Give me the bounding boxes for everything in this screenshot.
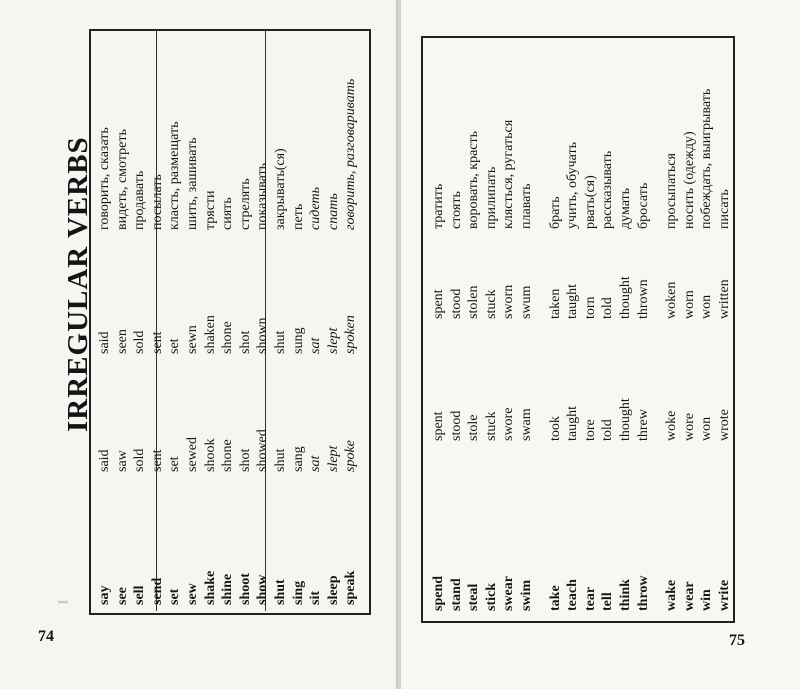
- verb-past: told: [600, 419, 616, 441]
- verb-participle: stolen: [466, 285, 482, 319]
- verb-past: stood: [448, 410, 464, 441]
- verb-past: saw: [114, 450, 130, 472]
- verb-base: send: [149, 577, 165, 605]
- verb-participle: thought: [618, 276, 633, 319]
- verb-past: shut: [273, 448, 288, 472]
- verb-translation: прилипать: [483, 166, 499, 229]
- verb-past: sold: [132, 448, 148, 472]
- verb-participle: taught: [565, 284, 581, 319]
- verb-base: stand: [448, 578, 464, 611]
- verb-translation: бросать: [635, 182, 651, 229]
- verb-base: tear: [582, 586, 598, 611]
- verb-past: spent: [431, 411, 446, 441]
- verb-base: shoot: [237, 573, 253, 605]
- verb-base: see: [114, 587, 130, 605]
- verb-participle: stood: [448, 288, 464, 319]
- verb-translation: рвать(ся): [582, 175, 598, 229]
- verb-translation: петь: [290, 203, 306, 230]
- verb-translation: продавать: [132, 170, 148, 230]
- verb-participle: written: [717, 279, 732, 319]
- right-verb-table: [431, 36, 731, 611]
- verb-past: stole: [466, 414, 482, 441]
- verb-participle: woken: [664, 281, 680, 319]
- verb-translation: стоять: [448, 191, 464, 229]
- verb-participle: shut: [273, 330, 288, 354]
- verb-past: won: [699, 416, 715, 441]
- verb-base: sew: [185, 583, 200, 605]
- verb-base: stick: [483, 583, 499, 611]
- verb-base: say: [97, 585, 112, 605]
- verb-base: take: [547, 585, 563, 611]
- verb-base: set: [167, 588, 183, 605]
- verb-translation: говорить, разговаривать: [343, 78, 359, 230]
- verb-base: wear: [681, 581, 697, 611]
- verb-base: sit: [308, 591, 324, 605]
- verb-participle: taken: [547, 288, 563, 319]
- verb-past: threw: [635, 409, 651, 441]
- verb-participle: spoken: [343, 315, 359, 354]
- verb-participle: sat: [308, 337, 324, 354]
- verb-past: took: [547, 416, 563, 441]
- verb-translation: носить (одежду): [681, 131, 697, 229]
- verb-past: wrote: [717, 409, 732, 441]
- verb-participle: sent: [149, 331, 165, 354]
- verb-translation: шить, зашивать: [185, 137, 200, 230]
- verb-past: spoke: [343, 440, 359, 472]
- verb-participle: sung: [290, 327, 306, 354]
- verb-participle: swum: [519, 285, 534, 319]
- left-verb-table: [97, 30, 367, 605]
- verb-participle: worn: [681, 290, 697, 319]
- verb-base: sell: [132, 585, 148, 605]
- verb-translation: стрелять: [237, 178, 253, 230]
- verb-past: sent: [149, 449, 165, 472]
- verb-past: woke: [664, 410, 680, 441]
- page-number: 74: [38, 628, 54, 645]
- verb-translation: брать: [547, 196, 563, 229]
- verb-participle: shone: [220, 321, 236, 354]
- verb-translation: воровать, красть: [466, 130, 482, 229]
- verb-past: taught: [565, 406, 581, 441]
- verb-translation: просыпаться: [664, 153, 680, 229]
- verb-past: said: [97, 449, 112, 472]
- verb-translation: видеть, смотреть: [114, 129, 130, 230]
- verb-translation: побеждать, выигрывать: [699, 88, 715, 229]
- verb-participle: shown: [255, 317, 271, 354]
- verb-participle: sold: [132, 330, 148, 354]
- verb-past: sat: [308, 455, 324, 472]
- left-page: [0, 0, 398, 689]
- verb-base: win: [699, 589, 715, 611]
- page-number: 75: [729, 632, 745, 649]
- verb-participle: told: [600, 297, 616, 319]
- verb-base: teach: [565, 579, 581, 611]
- verb-translation: закрывать(ся): [273, 148, 288, 230]
- verb-translation: рассказывать: [600, 150, 616, 229]
- verb-translation: говорить, сказать: [97, 127, 112, 230]
- verb-past: shot: [237, 448, 253, 472]
- verb-base: shut: [273, 579, 288, 605]
- verb-participle: stuck: [483, 289, 499, 319]
- verb-base: shake: [202, 570, 218, 605]
- faded-header-mark: I: [56, 599, 72, 605]
- page-title: IRREGULAR VERBS: [62, 136, 94, 432]
- verb-participle: thrown: [635, 279, 651, 319]
- verb-participle: said: [97, 331, 112, 354]
- verb-base: sleep: [325, 575, 341, 605]
- verb-translation: класть, размещать: [167, 121, 183, 230]
- verb-base: shine: [220, 573, 236, 605]
- verb-base: spend: [431, 575, 446, 611]
- verb-participle: shaken: [202, 315, 218, 354]
- verb-translation: сидеть: [308, 187, 324, 230]
- verb-translation: трясти: [202, 190, 218, 230]
- verb-participle: seen: [114, 329, 130, 354]
- verb-past: thought: [618, 398, 633, 441]
- verb-translation: показывать: [255, 162, 271, 230]
- verb-translation: думать: [618, 187, 633, 229]
- verb-participle: set: [167, 338, 183, 354]
- verb-past: showed: [255, 429, 271, 472]
- verb-base: speak: [343, 570, 359, 605]
- verb-base: swear: [501, 576, 517, 611]
- verb-translation: учить, обучать: [565, 141, 581, 229]
- verb-participle: sewn: [185, 325, 200, 354]
- verb-participle: slept: [325, 327, 341, 354]
- verb-translation: тратить: [431, 183, 446, 229]
- verb-past: stuck: [483, 411, 499, 441]
- verb-past: wore: [681, 413, 697, 441]
- verb-past: tore: [582, 419, 598, 441]
- verb-past: swore: [501, 407, 517, 441]
- verb-base: tell: [600, 592, 616, 611]
- verb-participle: won: [699, 294, 715, 319]
- verb-translation: клясться, ругаться: [501, 119, 517, 229]
- verb-participle: spent: [431, 289, 446, 319]
- verb-past: swam: [519, 408, 534, 441]
- verb-base: write: [717, 579, 732, 611]
- verb-past: set: [167, 456, 183, 472]
- verb-participle: torn: [582, 296, 598, 319]
- verb-past: slept: [325, 445, 341, 472]
- verb-past: shone: [220, 439, 236, 472]
- verb-base: wake: [664, 579, 680, 611]
- verb-past: sewed: [185, 437, 200, 472]
- verb-participle: sworn: [501, 284, 517, 319]
- verb-translation: посылать: [149, 174, 165, 230]
- verb-base: steal: [466, 583, 482, 611]
- verb-base: sing: [290, 580, 306, 605]
- verb-past: sang: [290, 446, 306, 472]
- verb-base: show: [255, 574, 271, 605]
- verb-base: swim: [519, 579, 534, 611]
- right-page: [401, 0, 800, 689]
- verb-past: shook: [202, 438, 218, 472]
- verb-translation: спать: [325, 193, 341, 230]
- verb-translation: писать: [717, 189, 732, 229]
- verb-participle: shot: [237, 330, 253, 354]
- verb-base: throw: [635, 575, 651, 611]
- verb-translation: сиять: [220, 197, 236, 230]
- verb-base: think: [618, 579, 633, 611]
- verb-translation: плавать: [519, 183, 534, 229]
